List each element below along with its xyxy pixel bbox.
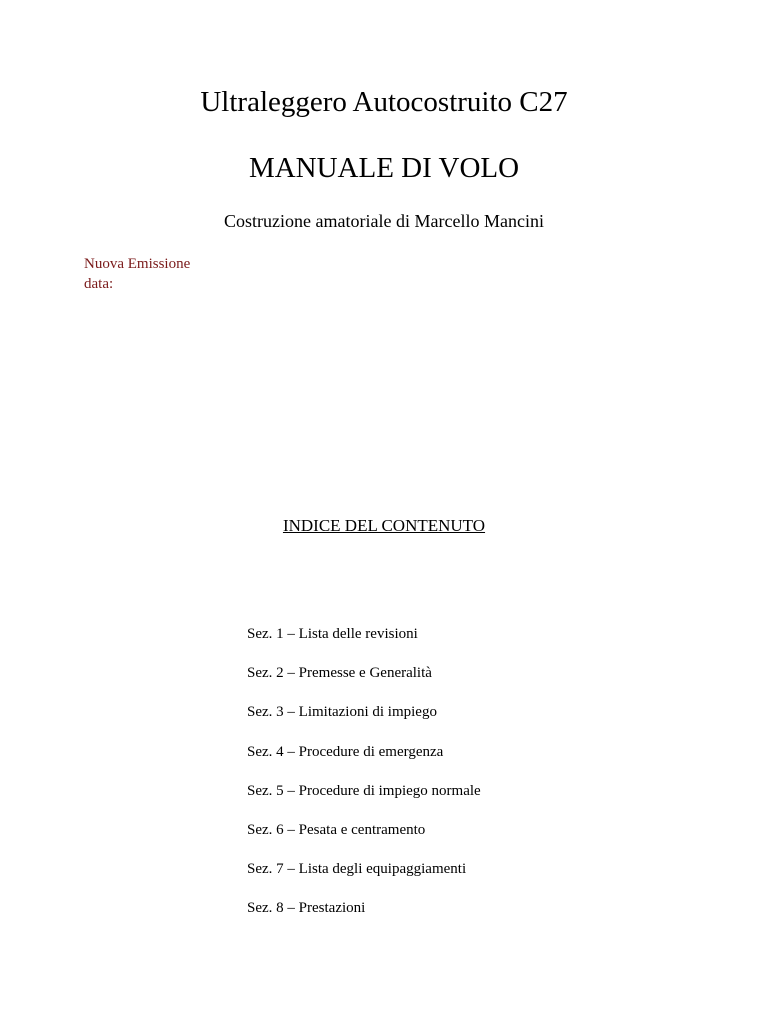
toc-item: Sez. 6 – Pesata e centramento: [247, 821, 426, 838]
toc-heading: INDICE DEL CONTENUTO: [282, 516, 486, 535]
toc-item: Sez. 5 – Procedure di impiego normale: [247, 782, 481, 799]
toc-item: Sez. 2 – Premesse e Generalità: [247, 665, 432, 682]
emission-block: [84, 254, 190, 294]
toc-item: Sez. 8 – Prestazioni: [247, 900, 366, 917]
emission-date-label: data:: [84, 276, 114, 292]
toc-item: Sez. 1 – Lista delle revisioni: [247, 626, 418, 642]
author-line: Costruzione amatoriale di Marcello Mancini: [224, 211, 544, 231]
toc-item: Sez. 4 – Procedure di emergenza: [247, 743, 444, 760]
document-title: Ultraleggero Autocostruito C27: [200, 86, 568, 118]
toc-item: Sez. 7 – Lista degli equipaggiamenti: [247, 861, 467, 878]
toc-list: [247, 624, 481, 938]
emission-label: Nuova Emissione: [84, 256, 191, 272]
toc-item: Sez. 3 – Limitazioni di impiego: [247, 704, 437, 721]
document-subtitle: MANUALE DI VOLO: [248, 152, 520, 184]
